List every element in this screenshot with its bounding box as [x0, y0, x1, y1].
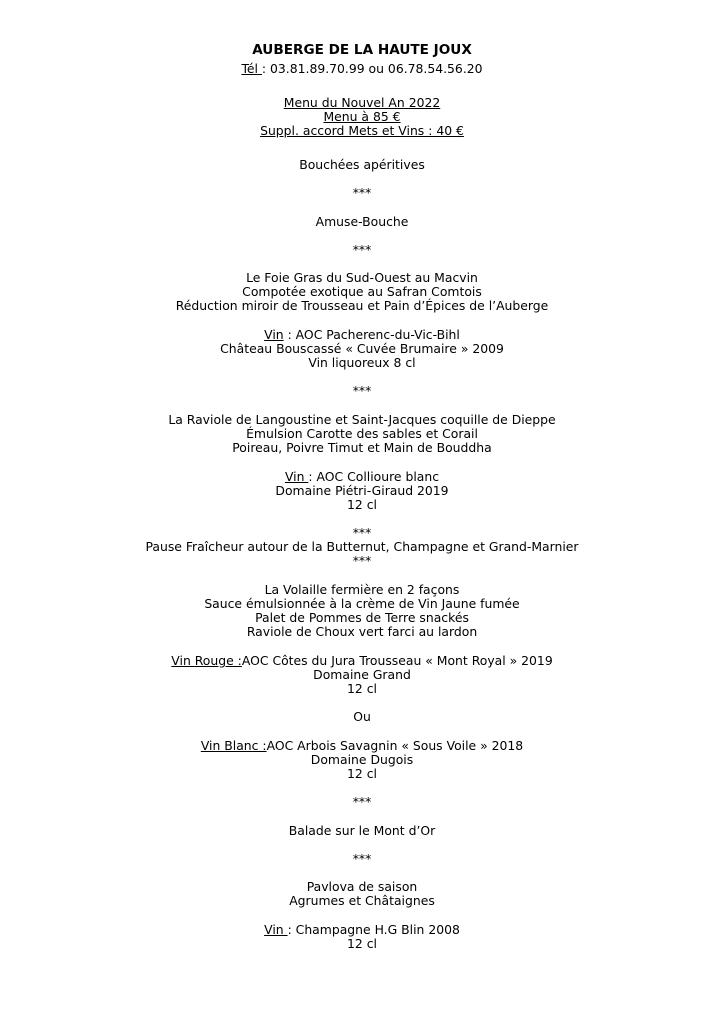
white-wine-line — [0, 738, 724, 753]
phone-line — [0, 61, 724, 76]
raviole-line: Émulsion Carotte des sables et Corail — [246, 426, 478, 441]
or-separator: Ou — [353, 709, 371, 724]
wine-label: Vin — [171, 653, 195, 668]
separator: *** — [352, 185, 372, 200]
restaurant-name: AUBERGE DE LA HAUTE JOUX — [252, 42, 472, 58]
wine-label: Vin — [284, 469, 309, 484]
pavlova-wine-line — [0, 922, 724, 937]
menu-name: Menu du Nouvel An 2022 — [283, 95, 441, 110]
volaille-line: La Volaille fermière en 2 façons — [264, 582, 460, 597]
separator: *** — [352, 525, 372, 540]
volaille-line: Raviole de Choux vert farci au lardon — [246, 624, 478, 639]
wine-label: Vin Blanc : — [200, 738, 267, 753]
wine-appellation: : Champagne H.G Blin 2008 — [287, 922, 460, 937]
wine-appellation: AOC Arbois Savagnin « Sous Voile » 2018 — [266, 738, 524, 753]
volaille-line: Sauce émulsionnée à la crème de Vin Jaune fumée — [204, 596, 520, 611]
raviole-line: La Raviole de Langoustine et Saint-Jacques coquille de Dieppe — [168, 412, 556, 427]
menu-supplement: Suppl. accord Mets et Vins : 40 € — [260, 123, 464, 138]
separator: *** — [352, 553, 372, 568]
foie-gras-line: Compotée exotique au Safran Comtois — [242, 284, 482, 299]
wine-appellation: : AOC Pacherenc-du-Vic-Bihl — [283, 327, 460, 342]
pavlova-line: Agrumes et Châtaignes — [289, 893, 435, 908]
separator: *** — [352, 794, 372, 809]
course-bouchees: Bouchées apéritives — [299, 157, 425, 172]
separator: *** — [352, 242, 372, 257]
course-balade: Balade sur le Mont d’Or — [288, 823, 436, 838]
wine-appellation: AOC Côtes du Jura Trousseau « Mont Royal » 2019 — [241, 653, 553, 668]
wine-label: Vin — [264, 922, 288, 937]
volaille-line: Palet de Pommes de Terre snackés — [255, 610, 469, 625]
wine-label: Vin — [264, 327, 284, 342]
foie-gras-line: Le Foie Gras du Sud-Ouest au Macvin — [246, 270, 478, 285]
white-wine-detail: 12 cl — [347, 766, 377, 781]
course-amuse-bouche: Amuse-Bouche — [315, 214, 409, 229]
foie-gras-line: Réduction miroir de Trousseau et Pain d’Épices de l’Auberge — [175, 298, 549, 313]
pavlova-line: Pavlova de saison — [306, 879, 418, 894]
foie-gras-wine-detail: Château Bouscassé « Cuvée Brumaire » 2009 — [220, 341, 504, 356]
pavlova-wine-detail: 12 cl — [347, 936, 377, 951]
raviole-wine-line — [0, 469, 724, 484]
foie-gras-wine-detail: Vin liquoreux 8 cl — [308, 355, 416, 370]
raviole-wine-detail: 12 cl — [347, 497, 377, 512]
wine-color-label: Rouge : — [194, 653, 242, 668]
menu-price: Menu à 85 € — [323, 109, 401, 124]
raviole-line: Poireau, Poivre Timut et Main de Bouddha — [232, 440, 492, 455]
red-wine-detail: 12 cl — [347, 681, 377, 696]
foie-gras-wine-line — [0, 327, 724, 342]
separator: *** — [352, 851, 372, 866]
white-wine-detail: Domaine Dugois — [310, 752, 414, 767]
red-wine-line — [0, 653, 724, 668]
course-pause: Pause Fraîcheur autour de la Butternut, Champagne et Grand-Marnier — [145, 539, 579, 554]
phone-label: Tél — [241, 61, 262, 76]
red-wine-detail: Domaine Grand — [313, 667, 411, 682]
wine-appellation: : AOC Collioure blanc — [308, 469, 440, 484]
phone-numbers: : 03.81.89.70.99 ou 06.78.54.56.20 — [261, 61, 483, 76]
separator: *** — [352, 383, 372, 398]
raviole-wine-detail: Domaine Piétri-Giraud 2019 — [275, 483, 449, 498]
